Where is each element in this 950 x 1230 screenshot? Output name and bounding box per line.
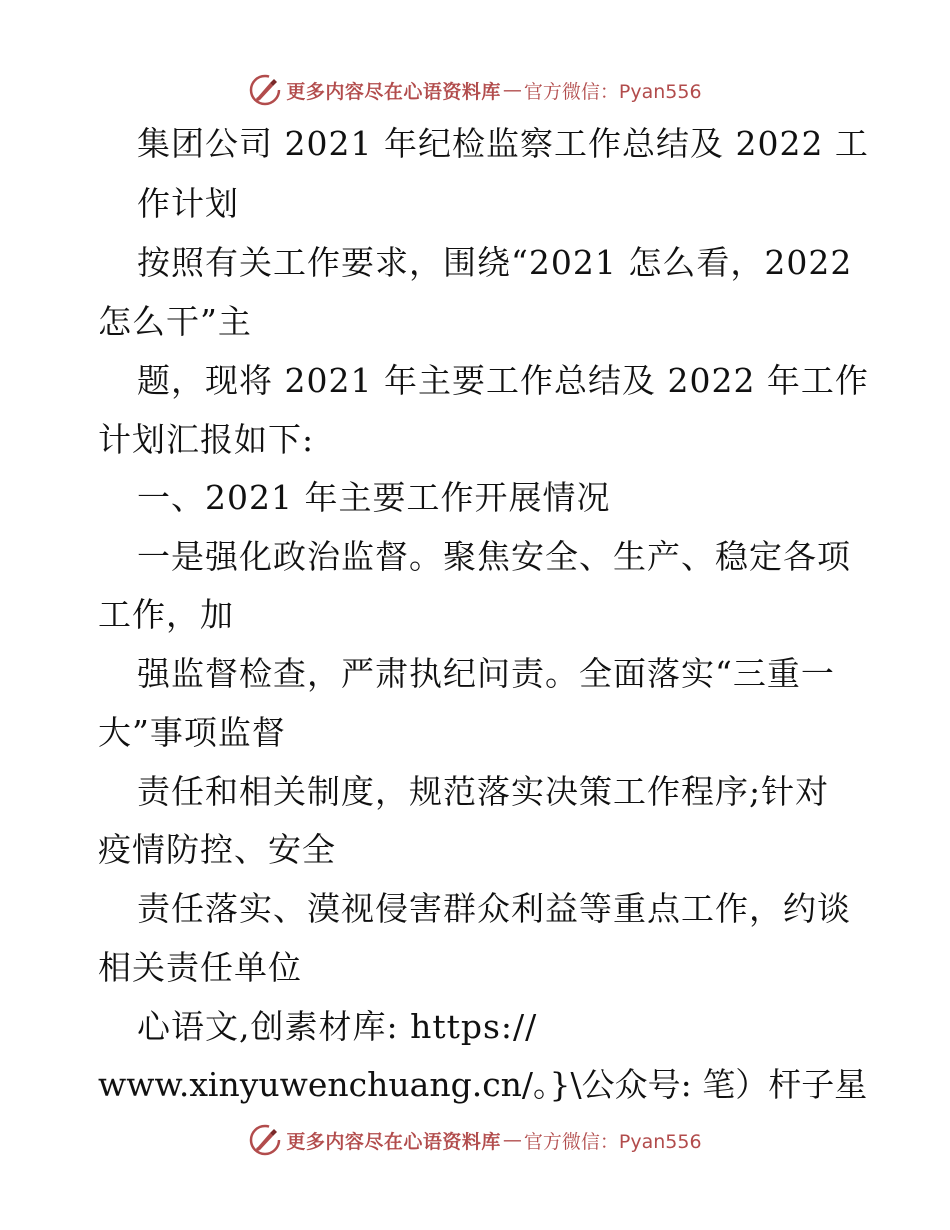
paragraph-line: 怎么干”主: [98, 302, 252, 341]
pen-logo-icon: [248, 73, 282, 107]
paragraph-line: 心语文,创素材库: https://: [137, 1007, 538, 1046]
pen-logo-icon: [248, 1123, 282, 1157]
paragraph-line: 强监督检查，严肃执纪问责。全面落实“三重一: [137, 654, 835, 693]
watermark-site-text: 更多内容尽在心语资料库: [286, 80, 501, 103]
paragraph-line: 责任和相关制度，规范落实决策工作程序;针对: [137, 772, 830, 811]
paragraph-line: www.xinyuwenchuang.cn/。}\公众号: 笔）杆子星: [98, 1065, 868, 1104]
paragraph-line: 疫情防控、安全: [98, 830, 336, 869]
paragraph-line: 按照有关工作要求，围绕“2021 怎么看，2022: [137, 243, 853, 282]
paragraph-line: 工作，加: [98, 595, 234, 634]
watermark-dash: —: [502, 79, 522, 101]
section-heading: 一、2021 年主要工作开展情况: [137, 478, 611, 517]
watermark-banner-bottom: [0, 1120, 950, 1160]
paragraph-line: 题，现将 2021 年主要工作总结及 2022 年工作: [137, 361, 869, 400]
paragraph-line: 相关责任单位: [98, 948, 302, 987]
watermark-dash: —: [502, 1129, 522, 1151]
paragraph-line: 计划汇报如下:: [98, 420, 315, 459]
document-title-line-1: 集团公司 2021 年纪检监察工作总结及 2022 工: [137, 124, 869, 163]
watermark-contact-text: 官方微信：Pyan556: [523, 1130, 702, 1153]
watermark-banner-top: [0, 70, 950, 110]
paragraph-line: 大”事项监督: [98, 713, 286, 752]
paragraph-line: 责任落实、漠视侵害群众利益等重点工作，约谈: [137, 889, 851, 928]
watermark-contact-text: 官方微信：Pyan556: [523, 80, 702, 103]
paragraph-line: 一是强化政治监督。聚焦安全、生产、稳定各项: [137, 537, 851, 576]
watermark-site-text: 更多内容尽在心语资料库: [286, 1130, 501, 1153]
document-title-line-2: 作计划: [137, 184, 239, 223]
